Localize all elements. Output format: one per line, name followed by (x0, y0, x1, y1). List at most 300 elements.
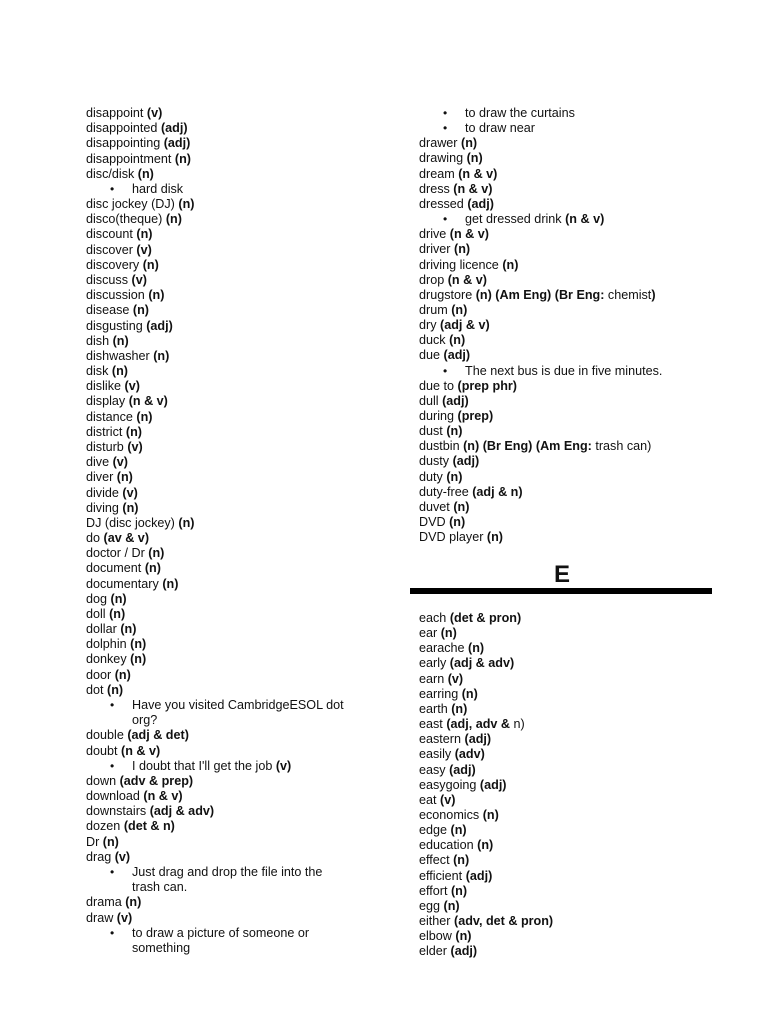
word-entry (419, 778, 507, 793)
part-of-speech: (det & pron) (449, 611, 522, 625)
part-of-speech: (n) (461, 136, 478, 151)
part-of-speech: (n & v) (453, 181, 493, 196)
word-entry (419, 884, 467, 899)
part-of-speech: (prep phr) (457, 378, 517, 393)
word-entry (86, 288, 164, 303)
part-of-speech: (adj & adv) (449, 656, 515, 671)
word-entry (86, 622, 136, 637)
word-entry (419, 348, 470, 363)
entry-text: egg (419, 898, 444, 913)
part-of-speech: (n & v) (458, 166, 498, 181)
entry-text: dry (419, 318, 440, 333)
word-entry (419, 182, 492, 197)
entry-text: dust (419, 424, 447, 439)
part-of-speech: (n) (137, 166, 154, 181)
entry-text: due to (419, 378, 458, 393)
part-of-speech: (n) (120, 622, 137, 637)
word-entry (86, 379, 140, 394)
word-entry (419, 717, 525, 732)
part-of-speech: (n) (132, 303, 150, 318)
part-of-speech: (n) (454, 242, 471, 257)
entry-text: The next bus is due in five minutes. (465, 363, 663, 378)
part-of-speech: (n) (446, 424, 463, 439)
entry-text: ear (419, 626, 441, 641)
entry-text: discovery (86, 257, 143, 272)
part-of-speech: (n) (153, 348, 170, 363)
part-of-speech: (n) (122, 500, 139, 515)
entry-text: to draw the curtains (465, 106, 575, 120)
example-bullet (132, 698, 344, 713)
entry-text: easy (419, 762, 450, 777)
word-entry (86, 683, 123, 698)
word-entry (86, 804, 214, 819)
entry-text: dressed (419, 196, 468, 211)
part-of-speech: (n) (110, 591, 127, 606)
word-entry (86, 516, 194, 531)
entry-text: hard disk (132, 181, 184, 196)
word-entry (419, 869, 492, 884)
word-entry (86, 121, 188, 136)
word-entry (86, 637, 146, 652)
example-bullet (132, 865, 322, 880)
part-of-speech: (n & v) (143, 789, 183, 804)
entry-text: dream (419, 166, 459, 181)
entry-text: driver (419, 242, 454, 257)
part-of-speech: (adj) (450, 944, 478, 959)
word-entry (419, 151, 483, 166)
entry-text: double (86, 728, 128, 743)
word-entry (86, 744, 160, 759)
part-of-speech: (n) (466, 151, 483, 166)
part-of-speech: (n) (446, 469, 463, 484)
word-entry (419, 823, 467, 838)
part-of-speech: (n) (455, 929, 472, 944)
word-entry (419, 197, 494, 212)
word-entry (419, 929, 472, 944)
part-of-speech: (adj) (443, 348, 471, 363)
part-of-speech: (v) (127, 439, 143, 454)
word-entry (86, 136, 190, 151)
entry-text: discover (86, 242, 137, 257)
example-continuation (132, 880, 187, 895)
entry-text: dusty (419, 454, 453, 469)
entry-text: easily (419, 747, 455, 762)
word-entry (86, 197, 194, 212)
word-entry (86, 349, 169, 364)
part-of-speech: (n) (112, 333, 129, 348)
part-of-speech: (n) (136, 409, 153, 424)
entry-text: door (86, 667, 115, 682)
entry-text: org? (132, 713, 158, 728)
part-of-speech: (v) (131, 272, 147, 287)
word-entry (419, 333, 465, 348)
part-of-speech: (adj) (467, 196, 494, 211)
part-of-speech: (prep) (457, 409, 494, 423)
entry-text: drum (419, 302, 452, 317)
entry-text: driving licence (419, 257, 503, 272)
part-of-speech: (n & v) (565, 212, 605, 227)
word-entry (419, 379, 517, 394)
entry-text: dolphin (86, 637, 131, 652)
entry-text: disappointing (86, 136, 164, 151)
entry-text: dress (419, 181, 454, 196)
part-of-speech: (n) (482, 807, 499, 822)
part-of-speech: (n) (130, 637, 147, 652)
word-entry (419, 515, 465, 530)
word-entry (419, 702, 467, 717)
word-entry (419, 500, 469, 515)
entry-text: edge (419, 823, 451, 838)
word-entry (86, 319, 173, 334)
part-of-speech: (adj) (442, 393, 469, 408)
entry-text: each (419, 611, 450, 625)
entry-text: drop (419, 272, 448, 287)
part-of-speech: (adj & v) (440, 318, 490, 333)
word-entry (419, 530, 503, 545)
word-entry (419, 303, 467, 318)
entry-text: documentary (86, 576, 163, 591)
entry-text: disc/disk (86, 166, 138, 181)
word-entry (86, 394, 168, 409)
entry-text: do (86, 531, 104, 546)
entry-text: document (86, 561, 145, 576)
part-of-speech: (n) (107, 682, 124, 697)
word-entry (419, 611, 521, 626)
part-of-speech: (v) (275, 758, 292, 773)
part-of-speech: (adv & prep) (119, 773, 194, 788)
entry-text: earring (419, 686, 462, 701)
part-of-speech: (n) (451, 302, 468, 317)
entry-text: doubt (86, 743, 122, 758)
entry-text: disturb (86, 439, 128, 454)
part-of-speech: (n) (178, 515, 195, 530)
entry-text: display (86, 394, 129, 409)
word-entry (86, 546, 164, 561)
word-entry (86, 212, 182, 227)
word-entry (419, 838, 493, 853)
word-entry (419, 793, 455, 808)
example-bullet (465, 106, 575, 121)
part-of-speech: (Br Eng: (554, 287, 605, 302)
part-of-speech: (n) (148, 288, 165, 303)
word-entry (86, 258, 159, 273)
word-entry (419, 409, 493, 424)
part-of-speech: (n) (125, 424, 142, 439)
entry-text: disappointment (86, 151, 175, 166)
entry-text: doctor / Dr (86, 546, 149, 561)
word-entry (86, 440, 143, 455)
entry-text: I doubt that I'll get the job (132, 758, 276, 773)
entry-text: dozen (86, 819, 124, 834)
entry-text: disc jockey (DJ) (86, 197, 179, 212)
entry-text: drive (419, 227, 450, 242)
part-of-speech: (adj & det) (127, 728, 189, 743)
part-of-speech: (n) (486, 530, 503, 545)
part-of-speech: (adj) (464, 732, 492, 747)
word-entry (419, 732, 491, 747)
entry-text: elder (419, 944, 451, 959)
word-entry (86, 152, 191, 167)
entry-text: divide (86, 485, 123, 500)
entry-text: duvet (419, 499, 454, 514)
part-of-speech: (n) (449, 333, 466, 348)
part-of-speech: (v) (447, 671, 464, 686)
part-of-speech: (n & v) (449, 227, 489, 242)
entry-text: easygoing (419, 777, 480, 792)
entry-text: due (419, 348, 444, 363)
entry-text: drawing (419, 151, 467, 166)
word-entry (86, 425, 142, 440)
word-entry (86, 455, 128, 470)
word-entry (419, 167, 497, 182)
example-continuation (132, 941, 190, 956)
entry-text: drawer (419, 136, 461, 151)
entry-text: disappoint (86, 106, 147, 120)
part-of-speech: (n) (174, 151, 192, 166)
word-entry (419, 454, 479, 469)
entry-text: to draw a picture of someone or (132, 925, 310, 940)
part-of-speech: (v) (146, 106, 163, 120)
word-entry (86, 895, 141, 910)
word-entry (86, 668, 131, 683)
word-entry (419, 763, 476, 778)
word-entry (419, 318, 490, 333)
entry-text: elbow (419, 929, 456, 944)
word-entry (86, 486, 138, 501)
word-entry (86, 501, 139, 516)
entry-text: duty-free (419, 484, 473, 499)
word-entry (86, 273, 147, 288)
word-entry (419, 641, 484, 656)
word-entry (419, 242, 470, 257)
entry-text: dustbin (419, 439, 464, 454)
part-of-speech: (n) (450, 883, 468, 898)
entry-text: n) (513, 717, 525, 732)
entry-text: earth (419, 701, 452, 716)
entry-text: earn (419, 671, 448, 686)
part-of-speech: (n) (440, 626, 457, 641)
word-entry (419, 808, 499, 823)
entry-text: earache (419, 641, 469, 656)
entry-text: doll (86, 606, 110, 621)
word-entry (419, 672, 463, 687)
example-bullet (132, 759, 291, 774)
part-of-speech: (n) (102, 834, 119, 849)
part-of-speech: (adj) (146, 318, 173, 333)
part-of-speech: (adj) (163, 136, 191, 151)
entry-text: Have you visited CambridgeESOL dot (132, 698, 344, 713)
entry-text: early (419, 656, 450, 671)
entry-text: eat (419, 792, 441, 807)
word-entry (86, 835, 119, 850)
entry-text: dull (419, 393, 443, 408)
part-of-speech: (n) (477, 838, 494, 853)
example-bullet (132, 926, 309, 941)
entry-text: east (419, 717, 447, 732)
entry-text: dog (86, 591, 111, 606)
word-entry (86, 850, 130, 865)
word-entry (419, 747, 485, 762)
entry-text: Dr (86, 834, 103, 849)
word-entry (419, 853, 469, 868)
entry-text: effect (419, 853, 454, 868)
entry-text: economics (419, 807, 483, 822)
part-of-speech: (n) (142, 257, 159, 272)
part-of-speech: (n) (463, 439, 480, 454)
entry-text: draw (86, 910, 117, 925)
part-of-speech: (adj) (465, 868, 493, 883)
word-entry (86, 243, 152, 258)
entry-text: efficient (419, 868, 466, 883)
entry-text: effort (419, 883, 451, 898)
part-of-speech: (n) (111, 364, 128, 379)
entry-text: eastern (419, 732, 465, 747)
word-entry (419, 470, 462, 485)
entry-text: discount (86, 227, 137, 242)
entry-text: drugstore (419, 287, 476, 302)
entry-text: something (132, 940, 191, 955)
part-of-speech: (v) (122, 485, 138, 500)
entry-text: down (86, 773, 120, 788)
entry-text: drama (86, 895, 126, 910)
word-entry (86, 652, 146, 667)
part-of-speech: (n) (Am Eng) (475, 287, 552, 302)
part-of-speech: (n) (162, 576, 179, 591)
entry-text: download (86, 789, 144, 804)
part-of-speech: (v) (136, 242, 152, 257)
word-entry (419, 424, 462, 439)
word-entry (419, 258, 518, 273)
entry-text: dishwasher (86, 348, 154, 363)
part-of-speech: (v) (440, 792, 456, 807)
entry-text: disk (86, 364, 112, 379)
part-of-speech: (n) (114, 667, 131, 682)
part-of-speech: (n) (453, 499, 470, 514)
word-entry (419, 136, 477, 151)
part-of-speech: (n) (165, 212, 182, 227)
entry-text: disappointed (86, 121, 161, 136)
part-of-speech: (adv) (454, 747, 485, 762)
entry-text: distance (86, 409, 137, 424)
word-entry (86, 334, 129, 349)
example-continuation (132, 713, 157, 728)
part-of-speech: (n) (130, 652, 147, 667)
word-entry (86, 410, 153, 425)
entry-text: either (419, 914, 455, 928)
example-bullet (465, 212, 604, 227)
entry-text: duty (419, 469, 447, 484)
entry-text: trash can) (591, 439, 652, 454)
entry-text: DVD player (419, 530, 487, 545)
word-entry (86, 531, 149, 546)
part-of-speech: (n) (136, 227, 153, 242)
part-of-speech: (adj) (452, 454, 480, 469)
part-of-speech: (n & v) (128, 394, 168, 409)
entry-text: duck (419, 333, 450, 348)
part-of-speech: (det & n) (123, 819, 175, 834)
entry-text: diver (86, 470, 117, 485)
part-of-speech: (adj) (449, 762, 476, 777)
entry-text: trash can. (132, 880, 188, 895)
word-entry (86, 911, 132, 926)
entry-text: disco(theque) (86, 212, 166, 227)
part-of-speech: (n) (144, 561, 161, 576)
word-entry (86, 303, 149, 318)
word-entry (419, 273, 487, 288)
entry-text: downstairs (86, 804, 150, 819)
entry-text: dollar (86, 622, 121, 637)
entry-text: during (419, 409, 458, 423)
part-of-speech: (n) (125, 895, 142, 910)
word-entry (419, 944, 477, 959)
word-entry (419, 656, 514, 671)
part-of-speech: (n & v) (121, 743, 161, 758)
word-entry (86, 167, 154, 182)
part-of-speech: (v) (116, 910, 133, 925)
entry-text: drag (86, 849, 115, 864)
word-entry (86, 364, 128, 379)
part-of-speech: (n) (468, 641, 485, 656)
part-of-speech: (n) (148, 546, 165, 561)
part-of-speech: (n) (450, 823, 467, 838)
example-bullet (465, 364, 662, 379)
word-entry (86, 577, 178, 592)
part-of-speech: (v) (124, 379, 140, 394)
part-of-speech: (adj & adv) (149, 804, 215, 819)
part-of-speech: (adj, adv & (446, 717, 514, 732)
part-of-speech: (n) (502, 257, 519, 272)
example-bullet (465, 121, 535, 136)
word-entry (86, 470, 133, 485)
part-of-speech: (v) (112, 455, 129, 470)
part-of-speech: (adv, det & pron) (454, 914, 554, 928)
entry-text: dislike (86, 379, 125, 394)
word-entry (419, 439, 651, 454)
word-entry (419, 914, 553, 929)
entry-text: to draw near (465, 121, 536, 136)
word-entry (86, 592, 127, 607)
entry-text: district (86, 424, 126, 439)
part-of-speech: (av & v) (103, 531, 150, 546)
part-of-speech: (n & v) (447, 272, 487, 287)
word-entry (419, 626, 457, 641)
entry-text: discuss (86, 272, 132, 287)
word-entry (86, 789, 183, 804)
section-heading-e: E (553, 561, 570, 588)
word-entry (86, 106, 162, 121)
part-of-speech: ) (651, 287, 656, 302)
part-of-speech: (Am Eng: (535, 439, 592, 454)
word-entry (419, 687, 478, 702)
part-of-speech: (v) (114, 849, 131, 864)
section-divider (410, 588, 712, 594)
word-entry (86, 227, 153, 242)
word-entry (86, 728, 189, 743)
part-of-speech: (n) (116, 470, 133, 485)
entry-text: get dressed drink (465, 212, 566, 227)
entry-text: education (419, 838, 478, 853)
entry-text: dish (86, 333, 113, 348)
word-entry (86, 774, 193, 789)
part-of-speech: (Br Eng) (482, 439, 533, 454)
part-of-speech: (n) (451, 701, 468, 716)
part-of-speech: (adj) (160, 121, 188, 136)
part-of-speech: (n) (178, 197, 195, 212)
word-entry (86, 607, 125, 622)
part-of-speech: (n) (449, 515, 466, 530)
entry-text: DVD (419, 515, 450, 530)
part-of-speech: (n) (443, 898, 460, 913)
